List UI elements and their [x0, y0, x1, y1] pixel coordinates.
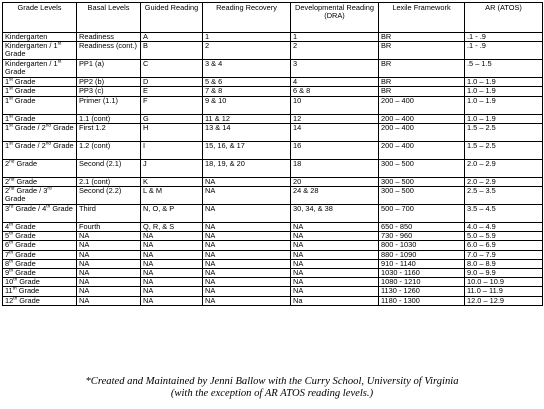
guided-reading-cell: K	[141, 177, 203, 186]
grade-level-cell: 9th Grade	[3, 269, 77, 278]
grade-level-cell: 8th Grade	[3, 259, 77, 268]
basal-level-cell: NA	[77, 241, 141, 250]
basal-level-cell: PP2 (b)	[77, 78, 141, 87]
basal-level-cell: 1.2 (cont)	[77, 141, 141, 159]
grade-level-cell: 1st Grade	[3, 87, 77, 96]
reading-recovery-cell: NA	[203, 232, 291, 241]
reading-recovery-cell: NA	[203, 223, 291, 232]
header-dra: Developmental Reading (DRA)	[291, 3, 379, 33]
table-row	[3, 187, 543, 205]
ar-atos-cell: 2.0 – 2.9	[465, 159, 543, 177]
guided-reading-cell: Q, R, & S	[141, 223, 203, 232]
table-row	[3, 205, 543, 223]
lexile-cell: BR	[379, 78, 465, 87]
reading-recovery-cell: 3 & 4	[203, 60, 291, 78]
guided-reading-cell: C	[141, 60, 203, 78]
table-row	[3, 60, 543, 78]
dra-cell: NA	[291, 232, 379, 241]
basal-level-cell: Readiness (cont.)	[77, 42, 141, 60]
grade-level-cell: Kindergarten	[3, 33, 77, 42]
reading-recovery-cell: 9 & 10	[203, 96, 291, 114]
lexile-cell: 300 – 500	[379, 187, 465, 205]
lexile-cell: 1080 - 1210	[379, 278, 465, 287]
guided-reading-cell: I	[141, 141, 203, 159]
lexile-cell: BR	[379, 87, 465, 96]
ar-atos-cell: 11.0 – 11.9	[465, 287, 543, 296]
dra-cell: NA	[291, 241, 379, 250]
ar-atos-cell: 8.0 – 8.9	[465, 259, 543, 268]
guided-reading-cell: NA	[141, 232, 203, 241]
guided-reading-cell: NA	[141, 250, 203, 259]
lexile-cell: BR	[379, 42, 465, 60]
lexile-cell: BR	[379, 60, 465, 78]
table-row	[3, 250, 543, 259]
guided-reading-cell: N, O, & P	[141, 205, 203, 223]
reading-recovery-cell: NA	[203, 259, 291, 268]
reading-recovery-cell: NA	[203, 296, 291, 305]
grade-level-cell: 2nd Grade	[3, 177, 77, 186]
table-row	[3, 141, 543, 159]
basal-level-cell: 1.1 (cont)	[77, 114, 141, 123]
dra-cell: 12	[291, 114, 379, 123]
dra-cell: NA	[291, 223, 379, 232]
reading-recovery-cell: NA	[203, 287, 291, 296]
table-row	[3, 123, 543, 141]
grade-level-cell: 1st Grade / 2nd Grade	[3, 123, 77, 141]
dra-cell: NA	[291, 269, 379, 278]
table-row	[3, 241, 543, 250]
ar-atos-cell: .1 - .9	[465, 42, 543, 60]
lexile-cell: 1180 - 1300	[379, 296, 465, 305]
guided-reading-cell: NA	[141, 269, 203, 278]
lexile-cell: 300 – 500	[379, 177, 465, 186]
guided-reading-cell: H	[141, 123, 203, 141]
guided-reading-cell: NA	[141, 259, 203, 268]
guided-reading-cell: NA	[141, 287, 203, 296]
table-row	[3, 96, 543, 114]
ar-atos-cell: .1 - .9	[465, 33, 543, 42]
reading-recovery-cell: NA	[203, 177, 291, 186]
guided-reading-cell: J	[141, 159, 203, 177]
grade-level-cell: 4th Grade	[3, 223, 77, 232]
guided-reading-cell: NA	[141, 296, 203, 305]
ar-atos-cell: 7.0 – 7.9	[465, 250, 543, 259]
table-row	[3, 78, 543, 87]
basal-level-cell: First 1.2	[77, 123, 141, 141]
reading-recovery-cell: NA	[203, 269, 291, 278]
basal-level-cell: NA	[77, 296, 141, 305]
reading-recovery-cell: 2	[203, 42, 291, 60]
lexile-cell: 200 – 400	[379, 114, 465, 123]
ar-atos-cell: 1.5 – 2.5	[465, 123, 543, 141]
ar-atos-cell: 2.5 – 3.5	[465, 187, 543, 205]
basal-level-cell: NA	[77, 278, 141, 287]
ar-atos-cell: 9.0 – 9.9	[465, 269, 543, 278]
table-row	[3, 114, 543, 123]
basal-level-cell: NA	[77, 250, 141, 259]
reading-recovery-cell: 18, 19, & 20	[203, 159, 291, 177]
ar-atos-cell: 1.0 – 1.9	[465, 114, 543, 123]
table-row	[3, 33, 543, 42]
grade-level-cell: 1st Grade	[3, 78, 77, 87]
footnote-line-1: *Created and Maintained by Jenni Ballow with the Curry School, University of Virginia	[85, 376, 459, 387]
grade-level-cell: 10th Grade	[3, 278, 77, 287]
reading-recovery-cell: NA	[203, 250, 291, 259]
grade-level-cell: 12th Grade	[3, 296, 77, 305]
lexile-cell: 200 – 400	[379, 123, 465, 141]
table-row	[3, 278, 543, 287]
header-basal-levels: Basal Levels	[77, 3, 141, 33]
ar-atos-cell: 12.0 – 12.9	[465, 296, 543, 305]
basal-level-cell: NA	[77, 232, 141, 241]
dra-cell: 6 & 8	[291, 87, 379, 96]
grade-level-cell: 1st Grade / 2nd Grade	[3, 141, 77, 159]
guided-reading-cell: F	[141, 96, 203, 114]
table-row	[3, 177, 543, 186]
basal-level-cell: Readiness	[77, 33, 141, 42]
dra-cell: 2	[291, 42, 379, 60]
lexile-cell: 880 - 1090	[379, 250, 465, 259]
reading-recovery-cell: NA	[203, 205, 291, 223]
lexile-cell: 800 - 1030	[379, 241, 465, 250]
basal-level-cell: NA	[77, 269, 141, 278]
grade-level-cell: 2nd Grade / 3rd Grade	[3, 187, 77, 205]
ar-atos-cell: 1.5 – 2.5	[465, 141, 543, 159]
table-body	[3, 33, 543, 306]
reading-recovery-cell: NA	[203, 278, 291, 287]
ar-atos-cell: 1.0 – 1.9	[465, 87, 543, 96]
ar-atos-cell: 5.0 – 5.9	[465, 232, 543, 241]
dra-cell: 1	[291, 33, 379, 42]
reading-recovery-cell: NA	[203, 187, 291, 205]
footnote-line-2: (with the exception of AR ATOS reading levels.)	[170, 388, 374, 399]
ar-atos-cell: 3.5 – 4.5	[465, 205, 543, 223]
basal-level-cell: NA	[77, 287, 141, 296]
header-ar-atos: AR (ATOS)	[465, 3, 543, 33]
grade-level-cell: 11th Grade	[3, 287, 77, 296]
basal-level-cell: Third	[77, 205, 141, 223]
dra-cell: 20	[291, 177, 379, 186]
lexile-cell: 300 – 500	[379, 159, 465, 177]
lexile-cell: 730 - 960	[379, 232, 465, 241]
grade-level-cell: 7th Grade	[3, 250, 77, 259]
reading-recovery-cell: 1	[203, 33, 291, 42]
basal-level-cell: Second (2.2)	[77, 187, 141, 205]
lexile-cell: 1130 - 1260	[379, 287, 465, 296]
grade-level-cell: Kindergarten / 1st Grade	[3, 60, 77, 78]
table-row	[3, 287, 543, 296]
ar-atos-cell: 2.0 – 2.9	[465, 177, 543, 186]
reading-recovery-cell: 5 & 6	[203, 78, 291, 87]
guided-reading-cell: B	[141, 42, 203, 60]
guided-reading-cell: NA	[141, 278, 203, 287]
grade-level-cell: 2nd Grade	[3, 159, 77, 177]
table-row	[3, 296, 543, 305]
dra-cell: 14	[291, 123, 379, 141]
reading-levels-table	[2, 2, 543, 306]
grade-level-cell: 1st Grade	[3, 96, 77, 114]
table-row	[3, 259, 543, 268]
reading-recovery-cell: NA	[203, 241, 291, 250]
dra-cell: NA	[291, 250, 379, 259]
grade-level-cell: 6th Grade	[3, 241, 77, 250]
basal-level-cell: Second (2.1)	[77, 159, 141, 177]
dra-cell: NA	[291, 278, 379, 287]
lexile-cell: 200 – 400	[379, 141, 465, 159]
lexile-cell: 910 - 1140	[379, 259, 465, 268]
lexile-cell: 500 – 700	[379, 205, 465, 223]
table-row	[3, 87, 543, 96]
header-grade-levels: Grade Levels	[3, 3, 77, 33]
guided-reading-cell: NA	[141, 241, 203, 250]
dra-cell: 3	[291, 60, 379, 78]
dra-cell: 10	[291, 96, 379, 114]
dra-cell: 30, 34, & 38	[291, 205, 379, 223]
reading-recovery-cell: 15, 16, & 17	[203, 141, 291, 159]
lexile-cell: 1030 - 1160	[379, 269, 465, 278]
guided-reading-cell: A	[141, 33, 203, 42]
basal-level-cell: Primer (1.1)	[77, 96, 141, 114]
lexile-cell: BR	[379, 33, 465, 42]
dra-cell: NA	[291, 259, 379, 268]
guided-reading-cell: E	[141, 87, 203, 96]
reading-recovery-cell: 11 & 12	[203, 114, 291, 123]
ar-atos-cell: 6.0 – 6.9	[465, 241, 543, 250]
basal-level-cell: PP3 (c)	[77, 87, 141, 96]
basal-level-cell: PP1 (a)	[77, 60, 141, 78]
header-guided-reading: Guided Reading	[141, 3, 203, 33]
dra-cell: 16	[291, 141, 379, 159]
dra-cell: 18	[291, 159, 379, 177]
basal-level-cell: NA	[77, 259, 141, 268]
ar-atos-cell: 4.0 – 4.9	[465, 223, 543, 232]
reading-recovery-cell: 7 & 8	[203, 87, 291, 96]
table-row	[3, 269, 543, 278]
ar-atos-cell: 10.0 – 10.9	[465, 278, 543, 287]
basal-level-cell: Fourth	[77, 223, 141, 232]
ar-atos-cell: 1.0 – 1.9	[465, 96, 543, 114]
header-reading-recovery: Reading Recovery	[203, 3, 291, 33]
guided-reading-cell: G	[141, 114, 203, 123]
table-row	[3, 159, 543, 177]
grade-level-cell: Kindergarten / 1st Grade	[3, 42, 77, 60]
grade-level-cell: 5th Grade	[3, 232, 77, 241]
dra-cell: Na	[291, 296, 379, 305]
reading-recovery-cell: 13 & 14	[203, 123, 291, 141]
basal-level-cell: 2.1 (cont)	[77, 177, 141, 186]
ar-atos-cell: .5 – 1.5	[465, 60, 543, 78]
table-row	[3, 232, 543, 241]
header-row	[3, 3, 543, 33]
footnote	[0, 376, 544, 400]
grade-level-cell: 3rd Grade / 4th Grade	[3, 205, 77, 223]
table-row	[3, 42, 543, 60]
header-lexile: Lexile Framework	[379, 3, 465, 33]
guided-reading-cell: L & M	[141, 187, 203, 205]
guided-reading-cell: D	[141, 78, 203, 87]
dra-cell: NA	[291, 287, 379, 296]
lexile-cell: 200 – 400	[379, 96, 465, 114]
grade-level-cell: 1st Grade	[3, 114, 77, 123]
ar-atos-cell: 1.0 – 1.9	[465, 78, 543, 87]
lexile-cell: 650 - 850	[379, 223, 465, 232]
dra-cell: 4	[291, 78, 379, 87]
dra-cell: 24 & 28	[291, 187, 379, 205]
table-row	[3, 223, 543, 232]
